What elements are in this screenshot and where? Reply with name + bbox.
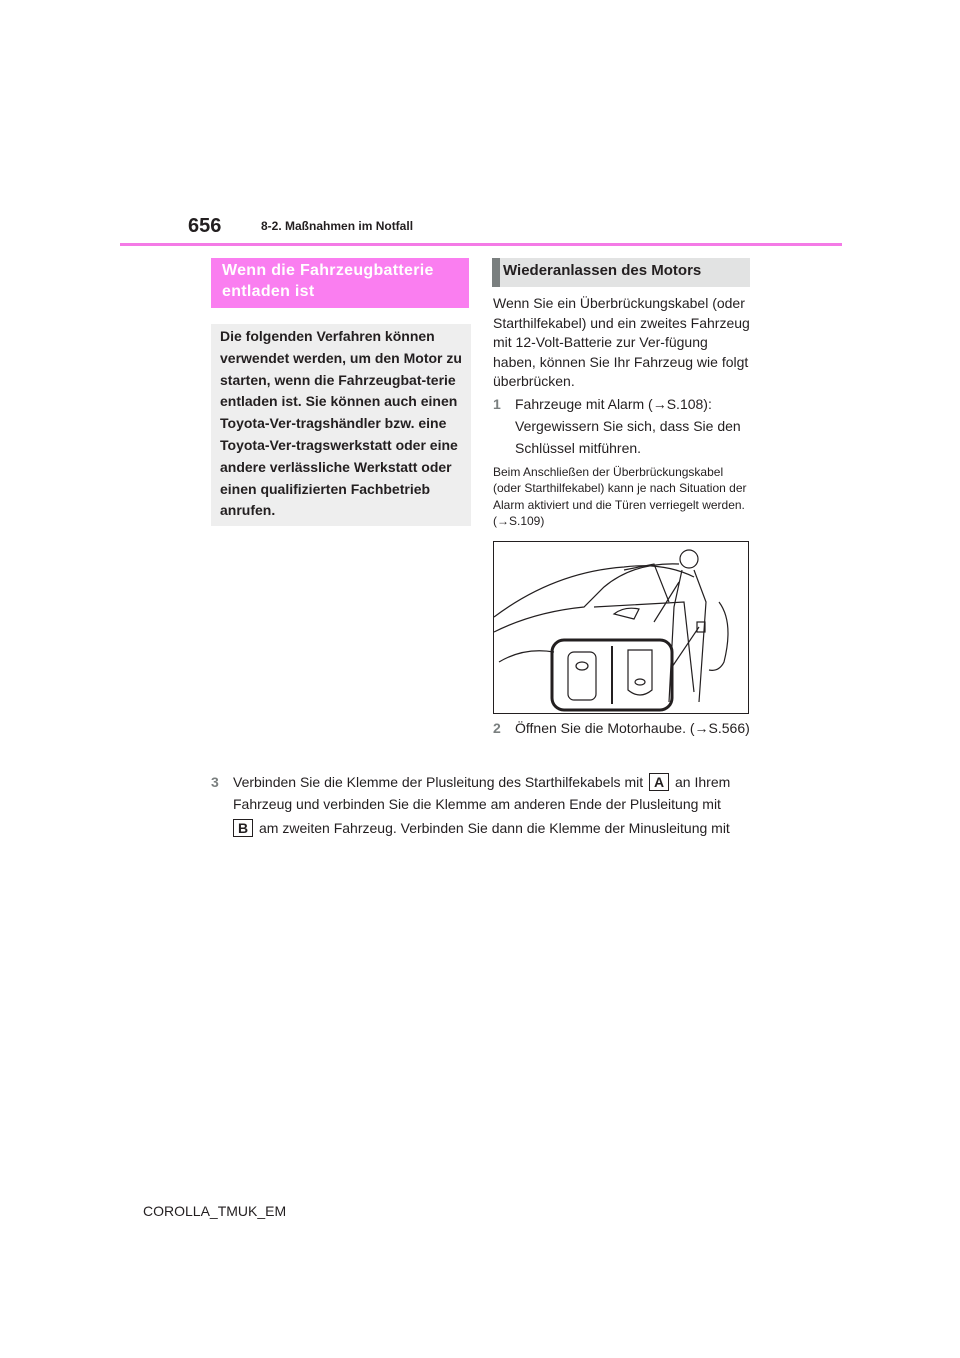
note-text: Beim Anschließen der Überbrückungskabel (oder Starthilfekabel) kann je nach Situation der Alarm aktiviert und die Türen verriegelt werden. (→S.109) — [493, 465, 747, 528]
illustration-key-near-car — [493, 541, 749, 714]
step-text: Öffnen Sie die Motorhaube. (→S.566) — [515, 720, 750, 736]
intro-paragraph: Wenn Sie ein Überbrückungskabel (oder Starthilfekabel) und ein zweites Fahrzeug mit 12-Volt-Batterie zur Ver-fügung haben, können Sie Ihr Fahrzeug wie folgt überbrücken. — [493, 295, 750, 389]
label-b-marker: B — [233, 819, 253, 837]
info-box: Die folgenden Verfahren können verwendet werden, um den Motor zu starten, wenn die Fahrzeugbat-terie entladen ist. Sie können auch einen Toyota-Ver-tragshändler bzw. eine Toyota-Ver-tragswerkstatt oder eine andere verlässliche Werkstatt oder einen qualifizierten Fachbetrieb anrufen. — [211, 324, 471, 526]
topic-heading: Wenn die Fahrzeugbatterie entladen ist — [211, 258, 469, 308]
page-number: 656 — [188, 215, 222, 237]
step-text: Fahrzeuge mit Alarm (→S.108): Vergewissern Sie sich, dass Sie den Schlüssel mitführen. — [515, 396, 741, 456]
step-number: 2 — [493, 720, 501, 736]
label-a-marker: A — [649, 773, 669, 791]
step-number: 1 — [493, 396, 501, 412]
step-text: Verbinden Sie die Klemme der Plusleitung des Starthilfekabels mit — [233, 774, 644, 790]
step-text: am zweiten Fahrzeug. Verbinden Sie dann die Klemme der Minusleitung mit — [259, 820, 730, 836]
step-2 — [493, 717, 753, 739]
step-3 — [211, 771, 751, 839]
section-title: 8-2. Maßnahmen im Notfall — [261, 219, 414, 233]
subsection-heading: Wiederanlassen des Motors — [492, 258, 750, 287]
document-code: COROLLA_TMUK_EM — [143, 1203, 287, 1219]
header-divider — [120, 243, 842, 246]
step-number: 3 — [211, 774, 219, 790]
step-1 — [493, 393, 753, 459]
step-text: an Ihrem Fahrzeug und verbinden Sie die Klemme am anderen Ende der Plusleitung mit — [233, 774, 731, 812]
